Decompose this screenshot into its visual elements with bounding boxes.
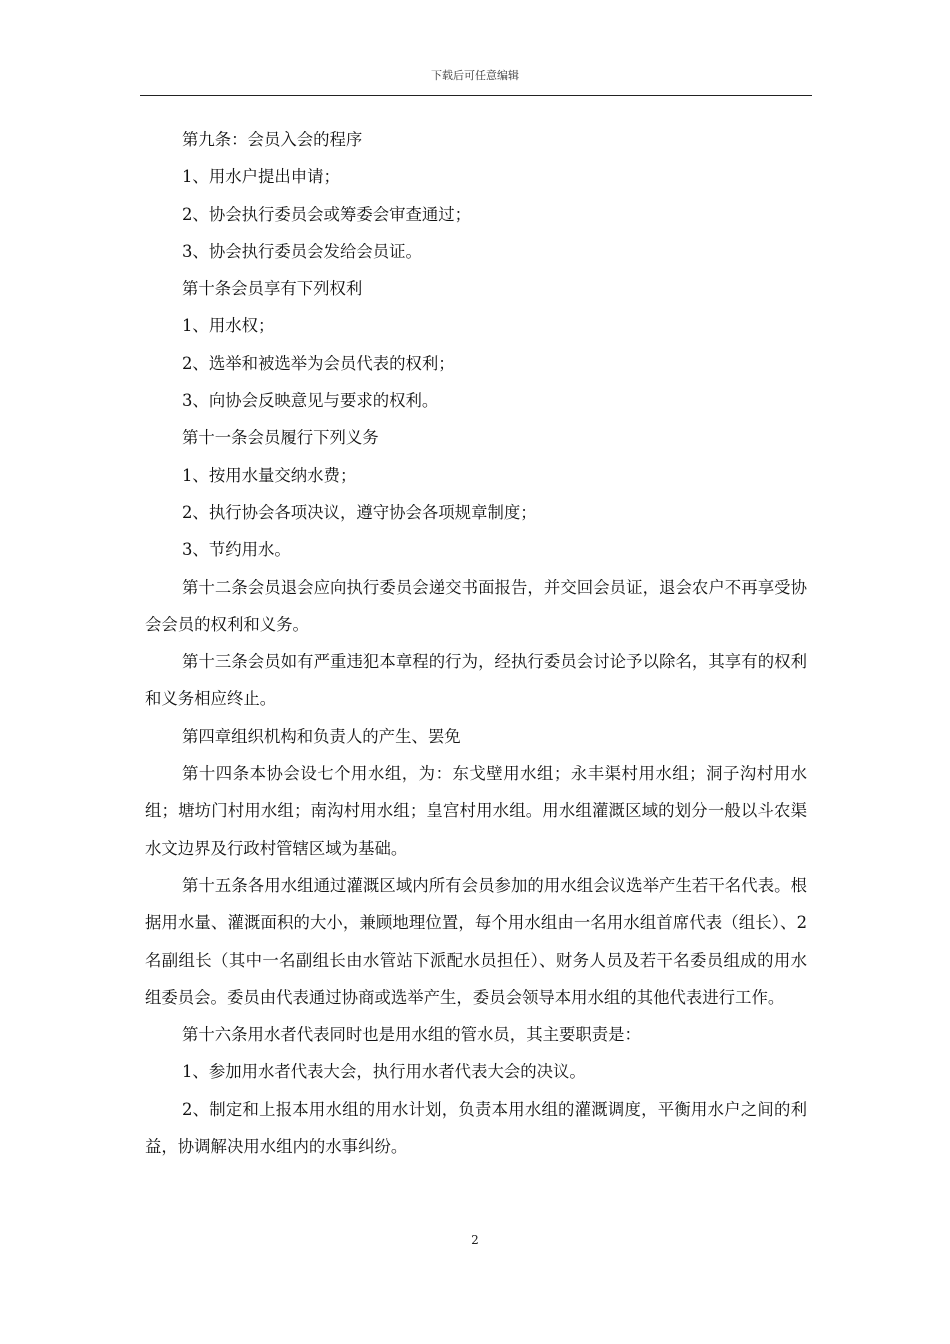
paragraph: 第十四条本协会设七个用水组，为：东戈壁用水组；永丰渠村用水组；洞子沟村用水组；塘坊门村用水组；南沟村用水组；皇宫村用水组。用水组灌溉区域的划分一般以斗农渠水文边界及行政村管辖区域为基础。	[145, 764, 807, 858]
paragraph: 1、用水权；	[182, 316, 275, 336]
paragraph: 2、协会执行委员会或筹委会审查通过；	[182, 204, 472, 224]
chapter-heading: 第四章组织机构和负责人的产生、罢免	[182, 726, 461, 746]
paragraph: 第九条：会员入会的程序	[182, 130, 363, 149]
paragraph: 1、用水户提出申请；	[182, 167, 340, 187]
paragraph: 1、按用水量交纳水费；	[182, 465, 357, 485]
paragraph: 3、协会执行委员会发给会员证。	[182, 241, 422, 261]
paragraph: 2、制定和上报本用水组的用水计划，负责本用水组的灌溉调度，平衡用水户之间的利益，协调解决用水组内的水事纠纷。	[145, 1099, 807, 1157]
paragraph: 第十一条会员履行下列义务	[182, 428, 379, 448]
paragraph: 2、选举和被选举为会员代表的权利；	[182, 353, 455, 373]
page-header: 下载后可任意编辑	[431, 69, 519, 82]
paragraph: 1、参加用水者代表大会，执行用水者代表大会的决议。	[182, 1062, 586, 1082]
page-number: 2	[471, 1233, 479, 1247]
paragraph: 第十六条用水者代表同时也是用水组的管水员，其主要职责是：	[182, 1025, 641, 1045]
paragraph: 3、向协会反映意见与要求的权利。	[182, 391, 439, 411]
paragraph: 第十三条会员如有严重违犯本章程的行为，经执行委员会讨论予以除名，其享有的权利和义务相应终止。	[145, 652, 807, 709]
document-body	[145, 121, 807, 1165]
paragraph: 2、执行协会各项决议，遵守协会各项规章制度；	[182, 502, 537, 522]
paragraph: 第十二条会员退会应向执行委员会递交书面报告，并交回会员证，退会农户不再享受协会会员的权利和义务。	[145, 577, 807, 634]
paragraph: 第十条会员享有下列权利	[182, 279, 363, 299]
header-divider	[140, 95, 812, 96]
paragraph: 3、节约用水。	[182, 540, 291, 560]
paragraph: 第十五条各用水组通过灌溉区域内所有会员参加的用水组会议选举产生若干名代表。根据用水量、灌溉面积的大小，兼顾地理位置，每个用水组由一名用水组首席代表（组长）、2名副组长（其中一名副组长由水管站下派配水员担任）、财务人员及若干名委员组成的用水组委员会。委员由代表通过协商或选举产生，委员会领导本用水组的其他代表进行工作。	[145, 875, 807, 1007]
